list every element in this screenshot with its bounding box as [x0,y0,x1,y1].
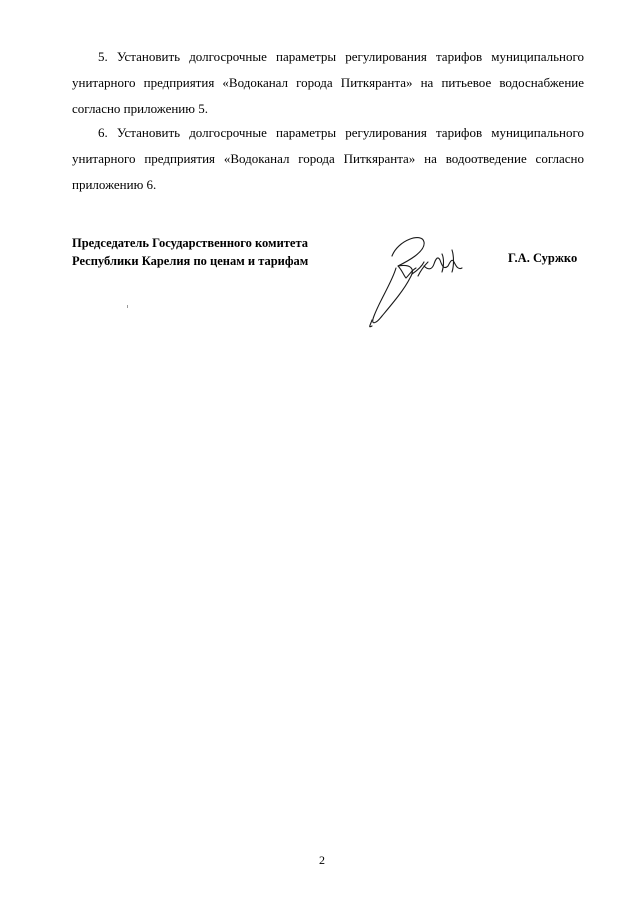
signer-position-line-1: Председатель Государственного комитета [72,236,309,250]
paragraph-item-5: 5. Установить долгосрочные параметры регулирования тарифов муниципального унитарного предприятия «Водоканал города Питкяранта» на питьевое водоснабжение согласно приложению 5. [72,49,584,116]
signer-position-line-2: Республики Карелия по ценам и тарифам [72,254,309,268]
signer-position [72,234,352,270]
handwritten-signature-icon [362,226,472,330]
signer-name: Г.А. Суржко [508,251,578,265]
scan-speck [127,305,128,308]
page-number: 2 [319,853,325,867]
paragraph-item-6: 6. Установить долгосрочные параметры регулирования тарифов муниципального унитарного предприятия «Водоканал города Питкяранта» на водоотведение согласно приложению 6. [72,125,584,192]
